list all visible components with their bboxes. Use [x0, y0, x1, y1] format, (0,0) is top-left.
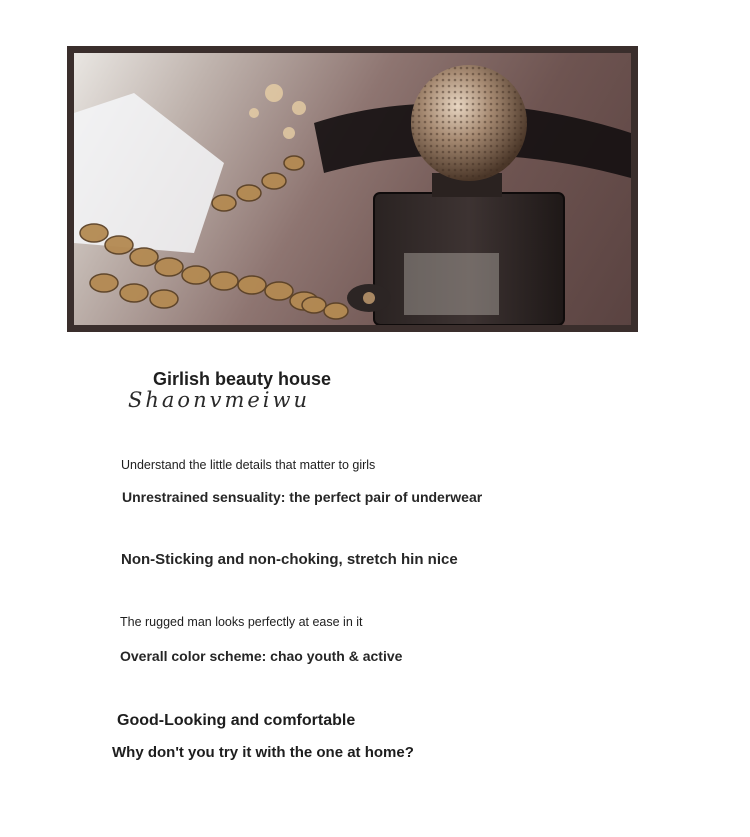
good-looking-text: Good-Looking and comfortable: [117, 712, 356, 729]
brand-title: Girlish beauty house: [153, 369, 332, 389]
perfume-chain-image: [74, 53, 631, 325]
details-text: Understand the little details that matter to girls: [121, 458, 376, 472]
sensuality-text: Unrestrained sensuality: the perfect pair of underwear: [122, 489, 483, 505]
non-sticking-text: Non-Sticking and non-choking, stretch hin nice: [121, 551, 458, 568]
rugged-text: The rugged man looks perfectly at ease in it: [120, 615, 363, 629]
perfume-bottle-illustration: [74, 53, 631, 325]
hero-image-frame: [67, 46, 638, 332]
color-scheme-text: Overall color scheme: chao youth & active: [120, 648, 403, 664]
brand-script-name: Shaonvmeiwu: [128, 388, 311, 412]
try-it-text: Why don't you try it with the one at home?: [112, 744, 414, 761]
